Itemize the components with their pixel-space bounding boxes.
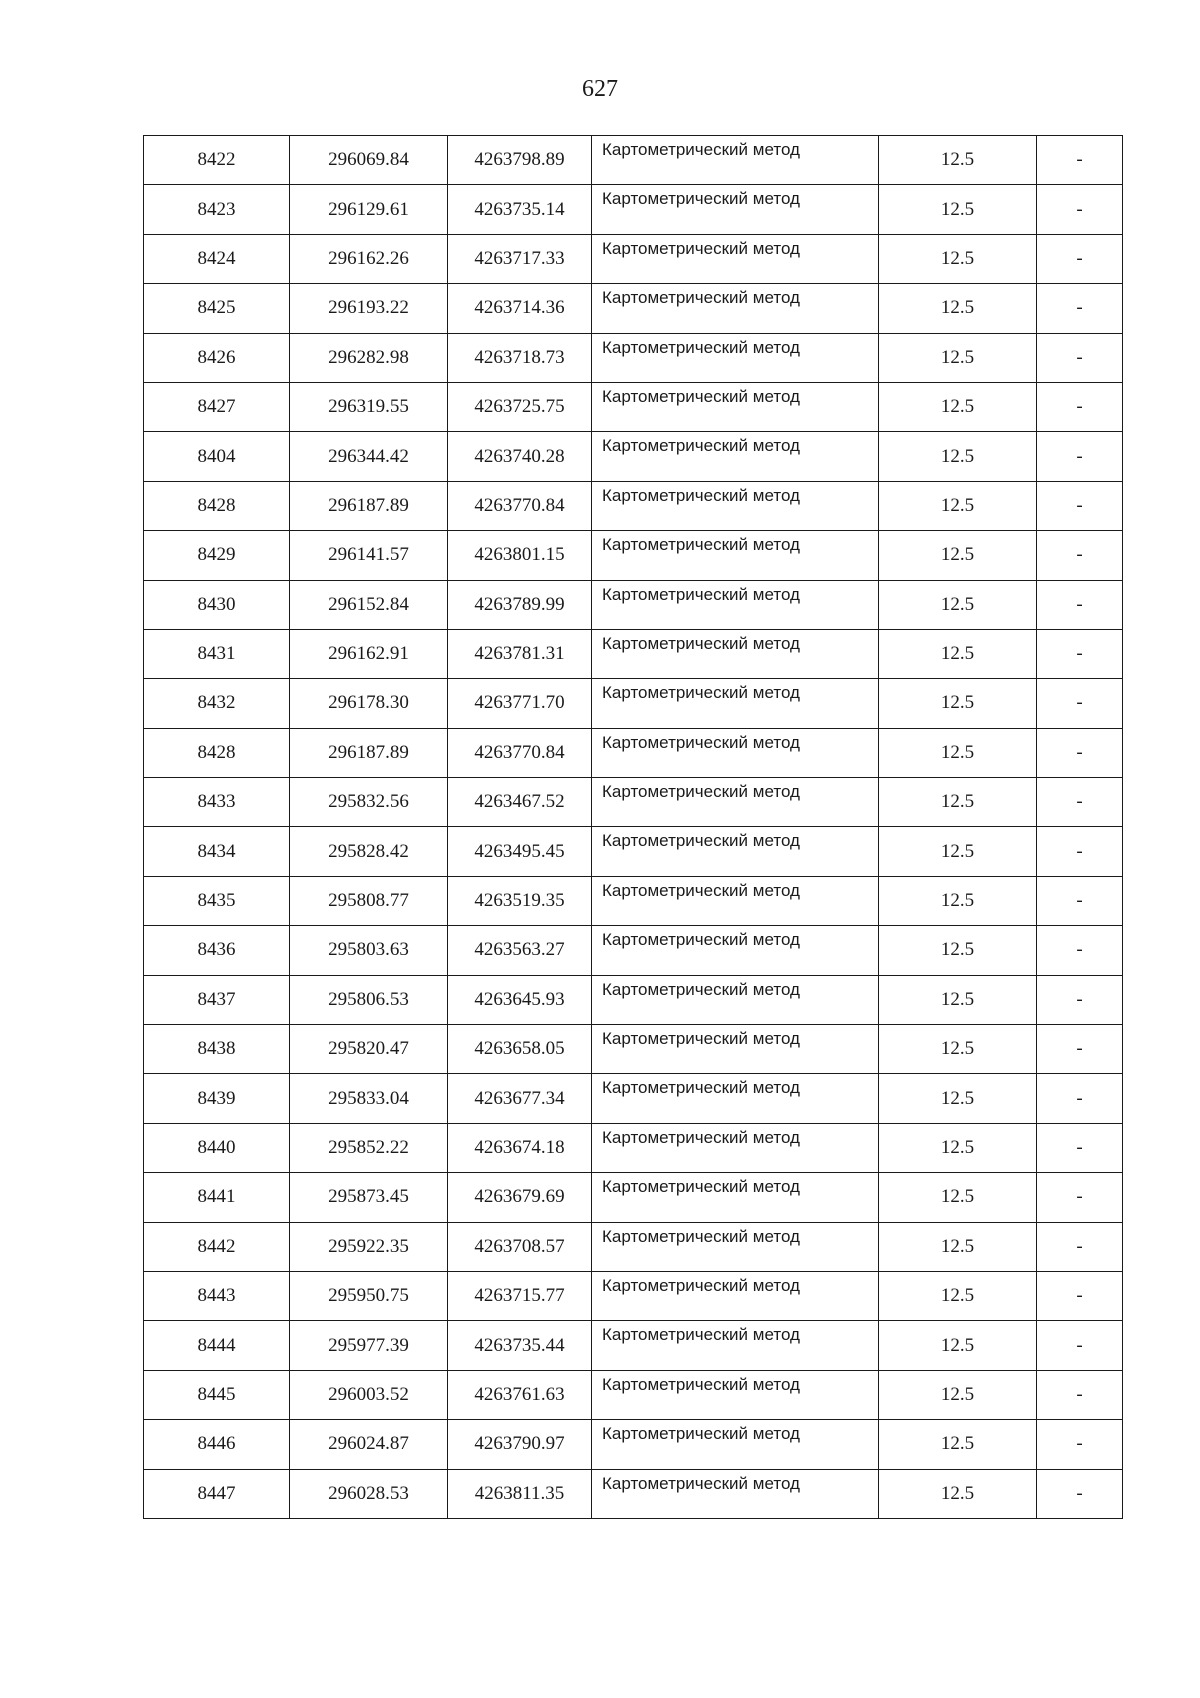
table-row — [144, 432, 1123, 481]
x-coordinate-cell: 295820.47 — [290, 1025, 448, 1074]
note-cell: - — [1037, 629, 1123, 678]
table-row — [144, 1222, 1123, 1271]
point-number-cell: 8445 — [144, 1370, 290, 1419]
method-cell: Картометрический метод — [592, 1370, 879, 1419]
note-cell: - — [1037, 1469, 1123, 1518]
note-cell: - — [1037, 1420, 1123, 1469]
method-cell: Картометрический метод — [592, 1321, 879, 1370]
point-number-cell: 8439 — [144, 1074, 290, 1123]
table-row — [144, 382, 1123, 431]
note-cell: - — [1037, 827, 1123, 876]
point-number-cell: 8404 — [144, 432, 290, 481]
y-coordinate-cell: 4263677.34 — [448, 1074, 592, 1123]
y-coordinate-cell: 4263645.93 — [448, 975, 592, 1024]
table-row — [144, 629, 1123, 678]
note-cell: - — [1037, 926, 1123, 975]
point-number-cell: 8432 — [144, 679, 290, 728]
note-cell: - — [1037, 333, 1123, 382]
x-coordinate-cell: 295852.22 — [290, 1123, 448, 1172]
note-cell: - — [1037, 481, 1123, 530]
accuracy-cell: 12.5 — [879, 728, 1037, 777]
table-row — [144, 284, 1123, 333]
accuracy-cell: 12.5 — [879, 827, 1037, 876]
method-cell: Картометрический метод — [592, 1123, 879, 1172]
table-row — [144, 234, 1123, 283]
point-number-cell: 8427 — [144, 382, 290, 431]
table-row — [144, 1370, 1123, 1419]
coordinates-table — [143, 135, 1123, 1519]
note-cell: - — [1037, 1074, 1123, 1123]
note-cell: - — [1037, 382, 1123, 431]
note-cell: - — [1037, 1271, 1123, 1320]
method-cell: Картометрический метод — [592, 1025, 879, 1074]
accuracy-cell: 12.5 — [879, 1173, 1037, 1222]
method-cell: Картометрический метод — [592, 185, 879, 234]
table-row — [144, 481, 1123, 530]
table-row — [144, 1321, 1123, 1370]
y-coordinate-cell: 4263761.63 — [448, 1370, 592, 1419]
x-coordinate-cell: 295803.63 — [290, 926, 448, 975]
note-cell: - — [1037, 531, 1123, 580]
table-row — [144, 1123, 1123, 1172]
accuracy-cell: 12.5 — [879, 531, 1037, 580]
table-row — [144, 778, 1123, 827]
note-cell: - — [1037, 284, 1123, 333]
method-cell: Картометрический метод — [592, 926, 879, 975]
accuracy-cell: 12.5 — [879, 629, 1037, 678]
method-cell: Картометрический метод — [592, 580, 879, 629]
y-coordinate-cell: 4263519.35 — [448, 876, 592, 925]
note-cell: - — [1037, 679, 1123, 728]
point-number-cell: 8434 — [144, 827, 290, 876]
x-coordinate-cell: 296162.91 — [290, 629, 448, 678]
note-cell: - — [1037, 1370, 1123, 1419]
method-cell: Картометрический метод — [592, 827, 879, 876]
y-coordinate-cell: 4263740.28 — [448, 432, 592, 481]
note-cell: - — [1037, 432, 1123, 481]
point-number-cell: 8441 — [144, 1173, 290, 1222]
accuracy-cell: 12.5 — [879, 1222, 1037, 1271]
x-coordinate-cell: 295873.45 — [290, 1173, 448, 1222]
y-coordinate-cell: 4263679.69 — [448, 1173, 592, 1222]
method-cell: Картометрический метод — [592, 975, 879, 1024]
table-row — [144, 827, 1123, 876]
point-number-cell: 8438 — [144, 1025, 290, 1074]
accuracy-cell: 12.5 — [879, 284, 1037, 333]
y-coordinate-cell: 4263658.05 — [448, 1025, 592, 1074]
y-coordinate-cell: 4263811.35 — [448, 1469, 592, 1518]
accuracy-cell: 12.5 — [879, 926, 1037, 975]
accuracy-cell: 12.5 — [879, 1074, 1037, 1123]
y-coordinate-cell: 4263495.45 — [448, 827, 592, 876]
x-coordinate-cell: 295950.75 — [290, 1271, 448, 1320]
table-row — [144, 333, 1123, 382]
x-coordinate-cell: 296152.84 — [290, 580, 448, 629]
x-coordinate-cell: 296003.52 — [290, 1370, 448, 1419]
y-coordinate-cell: 4263801.15 — [448, 531, 592, 580]
point-number-cell: 8446 — [144, 1420, 290, 1469]
table-row — [144, 580, 1123, 629]
y-coordinate-cell: 4263735.14 — [448, 185, 592, 234]
table-row — [144, 926, 1123, 975]
accuracy-cell: 12.5 — [879, 679, 1037, 728]
accuracy-cell: 12.5 — [879, 432, 1037, 481]
method-cell: Картометрический метод — [592, 531, 879, 580]
note-cell: - — [1037, 1025, 1123, 1074]
table-row — [144, 876, 1123, 925]
y-coordinate-cell: 4263789.99 — [448, 580, 592, 629]
accuracy-cell: 12.5 — [879, 382, 1037, 431]
point-number-cell: 8444 — [144, 1321, 290, 1370]
method-cell: Картометрический метод — [592, 481, 879, 530]
x-coordinate-cell: 295922.35 — [290, 1222, 448, 1271]
note-cell: - — [1037, 1173, 1123, 1222]
y-coordinate-cell: 4263798.89 — [448, 136, 592, 185]
point-number-cell: 8437 — [144, 975, 290, 1024]
table-row — [144, 185, 1123, 234]
point-number-cell: 8435 — [144, 876, 290, 925]
note-cell: - — [1037, 1222, 1123, 1271]
y-coordinate-cell: 4263781.31 — [448, 629, 592, 678]
y-coordinate-cell: 4263770.84 — [448, 728, 592, 777]
method-cell: Картометрический метод — [592, 778, 879, 827]
x-coordinate-cell: 295828.42 — [290, 827, 448, 876]
x-coordinate-cell: 296178.30 — [290, 679, 448, 728]
point-number-cell: 8431 — [144, 629, 290, 678]
point-number-cell: 8428 — [144, 481, 290, 530]
note-cell: - — [1037, 876, 1123, 925]
method-cell: Картометрический метод — [592, 1469, 879, 1518]
x-coordinate-cell: 295833.04 — [290, 1074, 448, 1123]
point-number-cell: 8440 — [144, 1123, 290, 1172]
method-cell: Картометрический метод — [592, 629, 879, 678]
point-number-cell: 8442 — [144, 1222, 290, 1271]
accuracy-cell: 12.5 — [879, 1123, 1037, 1172]
point-number-cell: 8429 — [144, 531, 290, 580]
y-coordinate-cell: 4263563.27 — [448, 926, 592, 975]
note-cell: - — [1037, 1123, 1123, 1172]
point-number-cell: 8443 — [144, 1271, 290, 1320]
y-coordinate-cell: 4263717.33 — [448, 234, 592, 283]
x-coordinate-cell: 296319.55 — [290, 382, 448, 431]
point-number-cell: 8433 — [144, 778, 290, 827]
note-cell: - — [1037, 136, 1123, 185]
accuracy-cell: 12.5 — [879, 481, 1037, 530]
accuracy-cell: 12.5 — [879, 136, 1037, 185]
accuracy-cell: 12.5 — [879, 580, 1037, 629]
y-coordinate-cell: 4263735.44 — [448, 1321, 592, 1370]
table-row — [144, 1025, 1123, 1074]
point-number-cell: 8428 — [144, 728, 290, 777]
x-coordinate-cell: 296028.53 — [290, 1469, 448, 1518]
x-coordinate-cell: 295806.53 — [290, 975, 448, 1024]
x-coordinate-cell: 296141.57 — [290, 531, 448, 580]
method-cell: Картометрический метод — [592, 284, 879, 333]
x-coordinate-cell: 295808.77 — [290, 876, 448, 925]
x-coordinate-cell: 296282.98 — [290, 333, 448, 382]
x-coordinate-cell: 296187.89 — [290, 481, 448, 530]
method-cell: Картометрический метод — [592, 1222, 879, 1271]
note-cell: - — [1037, 580, 1123, 629]
method-cell: Картометрический метод — [592, 1271, 879, 1320]
x-coordinate-cell: 295977.39 — [290, 1321, 448, 1370]
x-coordinate-cell: 296193.22 — [290, 284, 448, 333]
accuracy-cell: 12.5 — [879, 975, 1037, 1024]
x-coordinate-cell: 296162.26 — [290, 234, 448, 283]
table-row — [144, 531, 1123, 580]
method-cell: Картометрический метод — [592, 679, 879, 728]
accuracy-cell: 12.5 — [879, 1370, 1037, 1419]
x-coordinate-cell: 296024.87 — [290, 1420, 448, 1469]
x-coordinate-cell: 296069.84 — [290, 136, 448, 185]
y-coordinate-cell: 4263771.70 — [448, 679, 592, 728]
note-cell: - — [1037, 975, 1123, 1024]
table-row — [144, 1271, 1123, 1320]
point-number-cell: 8422 — [144, 136, 290, 185]
note-cell: - — [1037, 728, 1123, 777]
method-cell: Картометрический метод — [592, 728, 879, 777]
point-number-cell: 8430 — [144, 580, 290, 629]
accuracy-cell: 12.5 — [879, 1271, 1037, 1320]
table-row — [144, 1173, 1123, 1222]
method-cell: Картометрический метод — [592, 382, 879, 431]
point-number-cell: 8426 — [144, 333, 290, 382]
y-coordinate-cell: 4263708.57 — [448, 1222, 592, 1271]
accuracy-cell: 12.5 — [879, 1469, 1037, 1518]
accuracy-cell: 12.5 — [879, 333, 1037, 382]
y-coordinate-cell: 4263467.52 — [448, 778, 592, 827]
method-cell: Картометрический метод — [592, 1420, 879, 1469]
note-cell: - — [1037, 234, 1123, 283]
x-coordinate-cell: 296129.61 — [290, 185, 448, 234]
method-cell: Картометрический метод — [592, 432, 879, 481]
accuracy-cell: 12.5 — [879, 234, 1037, 283]
page-number: 627 — [582, 76, 618, 102]
method-cell: Картометрический метод — [592, 333, 879, 382]
point-number-cell: 8436 — [144, 926, 290, 975]
point-number-cell: 8425 — [144, 284, 290, 333]
method-cell: Картометрический метод — [592, 234, 879, 283]
point-number-cell: 8423 — [144, 185, 290, 234]
accuracy-cell: 12.5 — [879, 876, 1037, 925]
y-coordinate-cell: 4263715.77 — [448, 1271, 592, 1320]
y-coordinate-cell: 4263725.75 — [448, 382, 592, 431]
point-number-cell: 8424 — [144, 234, 290, 283]
method-cell: Картометрический метод — [592, 136, 879, 185]
table-row — [144, 136, 1123, 185]
x-coordinate-cell: 296187.89 — [290, 728, 448, 777]
table-row — [144, 1420, 1123, 1469]
method-cell: Картометрический метод — [592, 1074, 879, 1123]
x-coordinate-cell: 295832.56 — [290, 778, 448, 827]
coordinates-table-body — [144, 136, 1123, 1519]
y-coordinate-cell: 4263718.73 — [448, 333, 592, 382]
x-coordinate-cell: 296344.42 — [290, 432, 448, 481]
y-coordinate-cell: 4263674.18 — [448, 1123, 592, 1172]
table-row — [144, 1074, 1123, 1123]
table-row — [144, 1469, 1123, 1518]
y-coordinate-cell: 4263790.97 — [448, 1420, 592, 1469]
accuracy-cell: 12.5 — [879, 1321, 1037, 1370]
note-cell: - — [1037, 778, 1123, 827]
method-cell: Картометрический метод — [592, 1173, 879, 1222]
accuracy-cell: 12.5 — [879, 1025, 1037, 1074]
table-row — [144, 728, 1123, 777]
method-cell: Картометрический метод — [592, 876, 879, 925]
table-row — [144, 679, 1123, 728]
y-coordinate-cell: 4263714.36 — [448, 284, 592, 333]
accuracy-cell: 12.5 — [879, 778, 1037, 827]
note-cell: - — [1037, 185, 1123, 234]
point-number-cell: 8447 — [144, 1469, 290, 1518]
y-coordinate-cell: 4263770.84 — [448, 481, 592, 530]
note-cell: - — [1037, 1321, 1123, 1370]
accuracy-cell: 12.5 — [879, 185, 1037, 234]
table-row — [144, 975, 1123, 1024]
accuracy-cell: 12.5 — [879, 1420, 1037, 1469]
